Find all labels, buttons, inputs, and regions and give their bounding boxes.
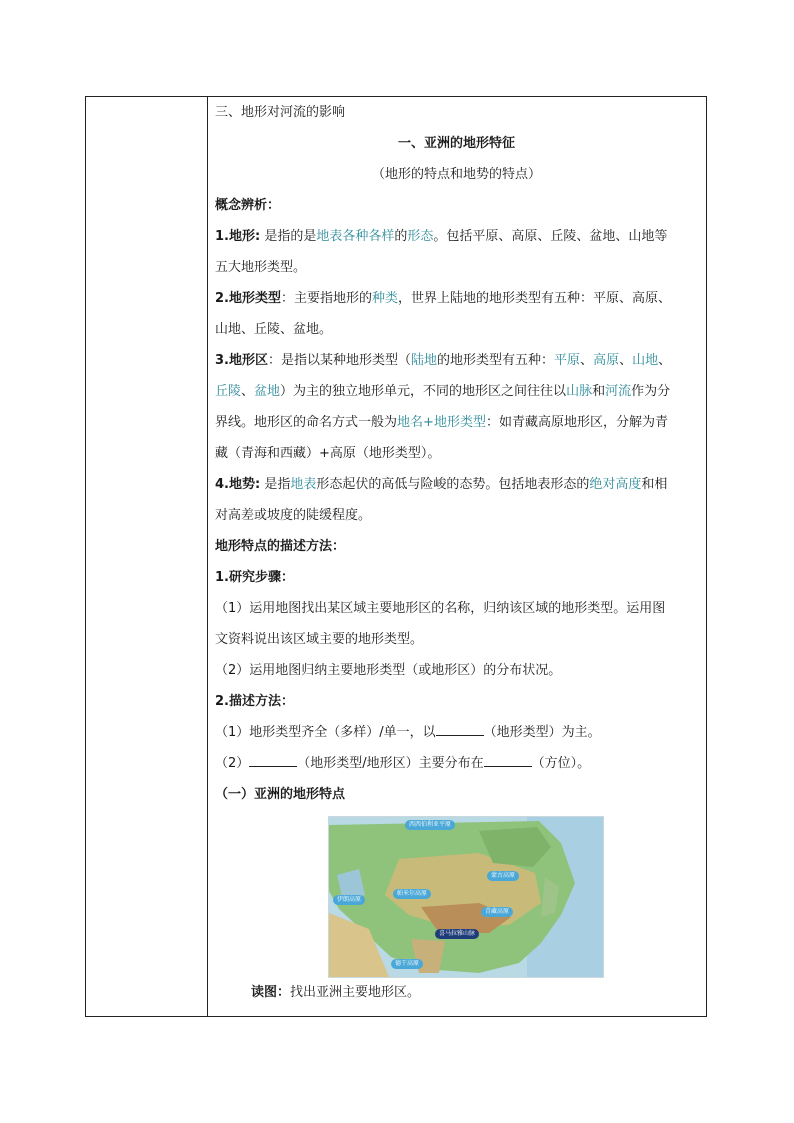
- concept-2-line-1: 2.地形类型：主要指地形的种类，世界上陆地的地形类型有五种：平原、高原、: [215, 291, 672, 306]
- concept-2-line-2: 山地、丘陵、盆地。: [215, 322, 333, 337]
- concept-1-line-1: 1.地形: 是指的是地表各种各样的形态。包括平原、高原、丘陵、盆地、山地等: [215, 229, 668, 244]
- left-column-cell: [86, 97, 208, 1016]
- concept-3-line-2: 丘陵、盆地）为主的独立地形单元，不同的地形区之间往往以山脉和河流作为分: [215, 384, 671, 399]
- step-1-line-2: 文资料说出该区域主要的地形类型。: [215, 632, 424, 647]
- subsection-heading: （一）亚洲的地形特点: [215, 787, 346, 802]
- map-label-west-siberian-plain: 西西伯利亚平原: [405, 820, 455, 830]
- read-map-caption: 读图：找出亚洲主要地形区。: [251, 985, 421, 1000]
- steps-heading: 1.研究步骤：: [215, 570, 294, 585]
- map-label-himalaya: 喜马拉雅山脉: [435, 929, 479, 939]
- section-heading: 三、地形对河流的影响: [215, 105, 346, 120]
- map-label-pamir-plateau: 帕米尔高原: [393, 889, 431, 899]
- fill-blank[interactable]: [249, 754, 297, 767]
- concept-4-line-2: 对高差或坡度的陡缓程度。: [215, 508, 372, 523]
- fill-blank[interactable]: [436, 723, 484, 736]
- asia-terrain-map: [328, 816, 604, 978]
- concept-3-line-1: 3.地形区：是指以某种地形类型（陆地的地形类型有五种：平原、高原、山地、: [215, 353, 672, 368]
- lesson-title: 一、亚洲的地形特征: [397, 136, 515, 151]
- map-label-tibetan-plateau: 青藏高原: [481, 907, 513, 917]
- describe-heading: 2.描述方法：: [215, 694, 294, 709]
- concept-4-line-1: 4.地势: 是指地表形态起伏的高低与险峻的态势。包括地表形态的绝对高度和相: [215, 477, 668, 492]
- asia-map-graphic: [329, 817, 603, 977]
- lesson-subtitle: （地形的特点和地势的特点）: [371, 167, 541, 182]
- map-label-iranian-plateau: 伊朗高原: [333, 895, 365, 905]
- map-label-mongolian-plateau: 蒙古高原: [487, 871, 519, 881]
- describe-2: （2） （地形类型/地形区）主要分布在 （方位）。: [215, 756, 591, 771]
- step-1-line-1: （1）运用地图找出某区域主要地形区的名称，归纳该区域的地形类型。运用图: [215, 601, 666, 616]
- describe-1: （1）地形类型齐全（多样）/单一，以 （地形类型）为主。: [215, 725, 601, 740]
- method-heading: 地形特点的描述方法：: [215, 539, 346, 554]
- concept-3-line-4: 藏（青海和西藏）+高原（地形类型）。: [215, 446, 441, 461]
- content-cell: [208, 97, 706, 1016]
- map-label-deccan-plateau: 德干高原: [391, 959, 423, 969]
- concept-3-line-3: 界线。地形区的命名方式一般为地名+地形类型：如青藏高原地形区，分解为青: [215, 415, 668, 430]
- fill-blank[interactable]: [484, 754, 532, 767]
- concept-1-line-2: 五大地形类型。: [215, 260, 307, 275]
- concepts-heading: 概念辨析：: [215, 198, 281, 213]
- lesson-table: [85, 96, 707, 1017]
- step-2: （2）运用地图归纳主要地形类型（或地形区）的分布状况。: [215, 663, 562, 678]
